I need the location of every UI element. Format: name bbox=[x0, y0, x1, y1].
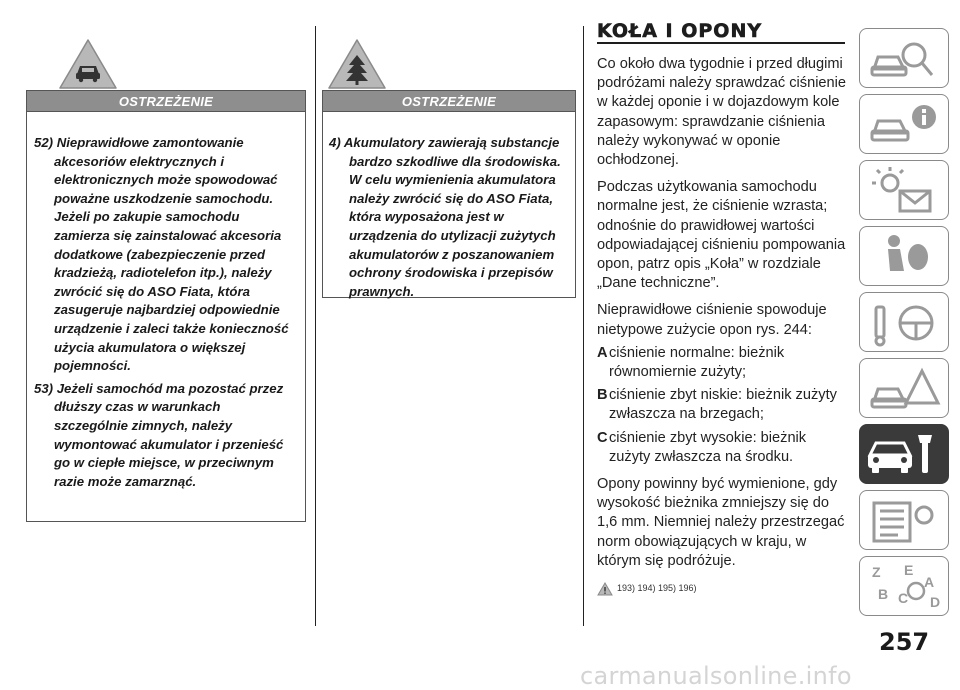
tab-car-info[interactable] bbox=[859, 94, 949, 154]
paragraph: Opony powinny być wymienione, gdy wysokość bieżnika zmniejszy się do 1,6 mm. Niemniej należy przestrzegać norm obowiązujących w kraju, w którym się podróżuje. bbox=[597, 476, 845, 569]
tab-technical-data[interactable] bbox=[859, 490, 949, 550]
column-divider-left bbox=[315, 26, 316, 626]
warning-list bbox=[27, 112, 305, 491]
column-divider-right bbox=[583, 26, 584, 626]
car-wrench-icon bbox=[860, 425, 949, 484]
list-item-key: B bbox=[597, 387, 608, 404]
warning-item: 4) Akumulatory zawierają substancje bardzo szkodliwe dla środowiska. W celu wymienienia akumulatora należy zwrócić się do ASO Fiata, która wyposażona jest w urządzenia do utylizacji zużytych akumulatorów z poszanowaniem ochrony środowiska i przepisów prawnych. bbox=[329, 135, 561, 299]
svg-text:Z: Z bbox=[872, 564, 881, 580]
reference-numbers: 193) 194) 195) 196) bbox=[617, 583, 697, 594]
list-item-text: ciśnienie normalne: bieżnik równomiernie zużyty; bbox=[609, 344, 785, 381]
svg-text:C: C bbox=[898, 590, 909, 606]
list-item-text: ciśnienie zbyt niskie: bieżnik zużyty zwłaszcza na brzegach; bbox=[609, 387, 837, 423]
warning-header: OSTRZEŻENIE bbox=[27, 91, 305, 112]
tab-maintenance[interactable] bbox=[859, 424, 949, 484]
car-info-icon bbox=[860, 95, 949, 154]
list-item-text: ciśnienie zbyt wysokie: bieżnik zużyty zwłaszcza na środku. bbox=[609, 429, 807, 465]
list-item-key: C bbox=[597, 429, 608, 446]
alphabetical-index-icon bbox=[860, 557, 949, 616]
small-warning-icon bbox=[597, 582, 613, 596]
tab-car-search[interactable] bbox=[859, 28, 949, 88]
key-steering-wheel-icon bbox=[860, 293, 949, 352]
tab-breakdown[interactable] bbox=[859, 358, 949, 418]
warning-list bbox=[323, 112, 575, 301]
tab-airbag[interactable] bbox=[859, 226, 949, 286]
warning-box-right bbox=[322, 90, 576, 298]
list-item bbox=[597, 386, 849, 424]
warning-item: 53) Jeżeli samochód ma pozostać przez dłuższy czas w warunkach szczególnie zimnych, należy wymontować akumulator i przenieść go w ciepłe miejsce, w przeciwnym razie może zamarznąć. bbox=[34, 380, 284, 489]
paragraph: Nieprawidłowe ciśnienie spowoduje nietypowe zużycie opon rys. 244: bbox=[597, 302, 827, 338]
section-body bbox=[597, 55, 849, 598]
svg-text:B: B bbox=[878, 586, 889, 602]
tab-index[interactable] bbox=[859, 556, 949, 616]
svg-text:A: A bbox=[924, 574, 935, 590]
list-item bbox=[597, 344, 849, 382]
section-title: KOŁA I OPONY bbox=[597, 20, 763, 42]
tree-warning-triangle-icon bbox=[327, 38, 387, 90]
svg-text:E: E bbox=[904, 562, 914, 578]
paragraph: Co około dwa tygodnie i przed długimi podróżami należy sprawdzać ciśnienie w każdej oponie i w dojazdowym kole zapasowym: sprawdzanie ciśnienia należy wykonywać w oponie ochłodzonej. bbox=[597, 56, 847, 169]
warning-item: 52) Nieprawidłowe zamontowanie akcesoriów elektrycznych i elektronicznych może spowodować poważne uszkodzenie samochodu. Jeżeli po zakupie samochodu zamierza się zainstalować akcesoria dodatkowe (zabezpieczenie przed kradzieżą, radiotelefon itp.), należy zwrócić się do ASO Fiata, która zasugeruje najbardziej odpowiednie urządzenie i zaleci także konieczność użycia akumulatora o większej pojemności. bbox=[34, 135, 289, 374]
tab-key-steering[interactable] bbox=[859, 292, 949, 352]
svg-text:D: D bbox=[930, 594, 941, 610]
references bbox=[597, 579, 849, 598]
warning-header: OSTRZEŻENIE bbox=[323, 91, 575, 112]
warning-lights-message-icon bbox=[860, 161, 949, 220]
warning-box-left bbox=[26, 90, 306, 522]
chapter-tabs bbox=[859, 28, 951, 622]
title-underline bbox=[597, 42, 845, 44]
tab-warning-lights[interactable] bbox=[859, 160, 949, 220]
car-breakdown-icon bbox=[860, 359, 949, 418]
paragraph: Podczas użytkowania samochodu normalne jest, że ciśnienie wzrasta; odnośnie do prawidłowej wartości odpowiadającej ciśnieniu pompowania opon, patrz opis „Koła” w rozdziale „Dane techniczne”. bbox=[597, 179, 846, 292]
page-number: 257 bbox=[879, 628, 930, 656]
car-warning-triangle-icon bbox=[58, 38, 118, 90]
list-item bbox=[597, 429, 849, 467]
car-search-icon bbox=[860, 29, 949, 88]
list-item-key: A bbox=[597, 344, 608, 361]
technical-data-gear-icon bbox=[860, 491, 949, 550]
watermark: carmanualsonline.info bbox=[580, 662, 852, 690]
airbag-seat-icon bbox=[860, 227, 949, 286]
